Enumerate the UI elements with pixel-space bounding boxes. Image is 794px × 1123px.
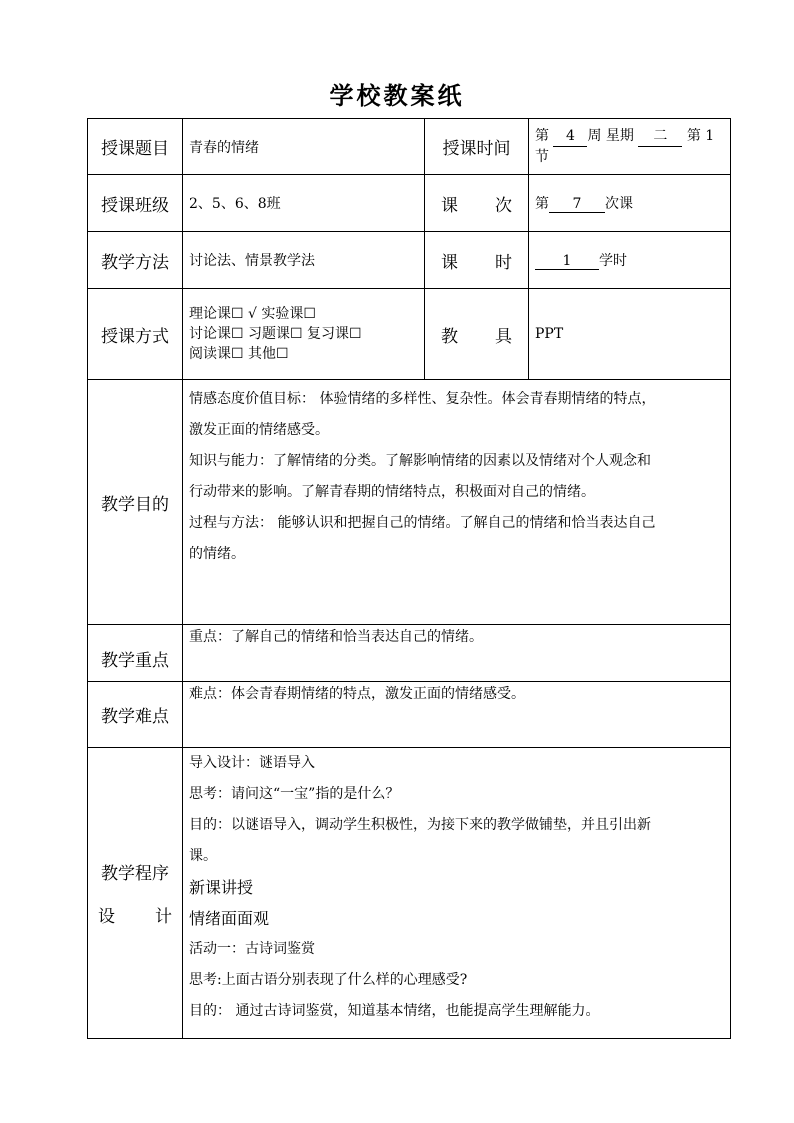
week-suffix: 周 星期 bbox=[587, 128, 634, 144]
period-prefix: 第 bbox=[686, 128, 701, 144]
goals-line: 激发正面的情绪感受。 bbox=[189, 422, 329, 438]
goals-line: 过程与方法： 能够认识和把握自己的情绪。了解自己的情绪和恰当表达自己 bbox=[189, 515, 656, 531]
type-options-line2: 讨论课☐ 习题课☐ 复习课☐ bbox=[189, 326, 362, 342]
hours-value bbox=[529, 232, 731, 289]
label-time: 授课时间 bbox=[425, 119, 529, 175]
lesson-number: 7 bbox=[549, 196, 605, 213]
label-goals: 教学目的 bbox=[88, 380, 183, 625]
hours-number: 1 bbox=[535, 253, 599, 270]
type-options-line1: 理论课☐ √ 实验课☐ bbox=[189, 306, 316, 322]
label-procedure bbox=[88, 748, 183, 1039]
label-tools-a: 教 bbox=[441, 326, 458, 347]
label-lesson-count-b: 次 bbox=[495, 195, 512, 216]
method-value: 讨论法、情景教学法 bbox=[183, 232, 425, 289]
procedure-line: 目的：以谜语导入，调动学生积极性，为接下来的教学做铺垫，并且引出新 bbox=[189, 817, 651, 833]
row-class bbox=[88, 175, 731, 232]
row-key-point bbox=[88, 625, 731, 682]
row-difficulty bbox=[88, 682, 731, 748]
procedure-heading: 新课讲授 bbox=[189, 878, 254, 897]
row-goals bbox=[88, 380, 731, 625]
week-number: 4 bbox=[553, 126, 587, 147]
label-method: 教学方法 bbox=[88, 232, 183, 289]
goals-line: 知识与能力：了解情绪的分类。了解影响情绪的因素以及情绪对个人观念和 bbox=[189, 453, 651, 469]
type-options bbox=[183, 289, 425, 380]
time-value bbox=[529, 119, 731, 175]
page-title: 学校教案纸 bbox=[329, 81, 465, 110]
label-procedure-b: 计 bbox=[155, 907, 172, 927]
procedure-line: 目的： 通过古诗词鉴赏，知道基本情绪，也能提高学生理解能力。 bbox=[189, 1003, 600, 1019]
procedure-line: 思考：请问这“一宝”指的是什么？ bbox=[189, 786, 400, 802]
label-hours-b: 时 bbox=[495, 252, 512, 273]
lesson-prefix: 第 bbox=[535, 196, 549, 212]
row-topic bbox=[88, 119, 731, 175]
label-hours-a: 课 bbox=[441, 252, 458, 273]
row-method bbox=[88, 232, 731, 289]
hours-suffix: 学时 bbox=[599, 253, 627, 269]
row-procedure bbox=[88, 748, 731, 1039]
lesson-suffix: 次课 bbox=[605, 196, 633, 212]
label-type: 授课方式 bbox=[88, 289, 183, 380]
label-tools bbox=[425, 289, 529, 380]
label-procedure-line2 bbox=[94, 902, 176, 927]
tools-value: PPT bbox=[529, 289, 731, 380]
procedure-line: 导入设计：谜语导入 bbox=[189, 755, 315, 771]
type-options-line3: 阅读课☐ 其他☐ bbox=[189, 346, 289, 362]
procedure-content bbox=[183, 748, 731, 1039]
label-topic: 授课题目 bbox=[88, 119, 183, 175]
period-number: 1 bbox=[705, 128, 715, 144]
time-prefix: 第 bbox=[535, 128, 549, 144]
goals-line: 行动带来的影响。了解青春期的情绪特点，积极面对自己的情绪。 bbox=[189, 484, 595, 500]
lesson-count-value bbox=[529, 175, 731, 232]
label-lesson-count-a: 课 bbox=[441, 195, 458, 216]
label-hours bbox=[425, 232, 529, 289]
lesson-plan-table bbox=[87, 118, 731, 1039]
label-key-point: 教学重点 bbox=[88, 625, 183, 682]
procedure-heading: 情绪面面观 bbox=[189, 909, 270, 928]
difficulty-text: 难点：体会青春期情绪的特点，激发正面的情绪感受。 bbox=[189, 686, 525, 702]
label-tools-b: 具 bbox=[495, 326, 512, 347]
classes-value: 2、5、6、8班 bbox=[183, 175, 425, 232]
procedure-line: 思考:上面古语分别表现了什么样的心理感受? bbox=[189, 972, 468, 988]
goals-line: 情感态度价值目标： 体验情绪的多样性、复杂性。体会青春期情绪的特点， bbox=[189, 391, 656, 407]
label-lesson-count bbox=[425, 175, 529, 232]
difficulty-content bbox=[183, 682, 731, 748]
key-point-content bbox=[183, 625, 731, 682]
procedure-line: 活动一：古诗词鉴赏 bbox=[189, 941, 315, 957]
goals-content bbox=[183, 380, 731, 625]
label-class: 授课班级 bbox=[88, 175, 183, 232]
label-procedure-line1: 教学程序 bbox=[101, 864, 169, 884]
key-point-text: 重点：了解自己的情绪和恰当表达自己的情绪。 bbox=[189, 629, 483, 645]
procedure-line: 课。 bbox=[189, 848, 217, 864]
period-suffix: 节 bbox=[535, 149, 549, 165]
goals-line: 的情绪。 bbox=[189, 546, 245, 562]
row-type bbox=[88, 289, 731, 380]
label-procedure-a: 设 bbox=[98, 907, 115, 927]
topic-value: 青春的情绪 bbox=[183, 119, 425, 175]
weekday: 二 bbox=[638, 126, 682, 147]
label-difficulty: 教学难点 bbox=[88, 682, 183, 748]
